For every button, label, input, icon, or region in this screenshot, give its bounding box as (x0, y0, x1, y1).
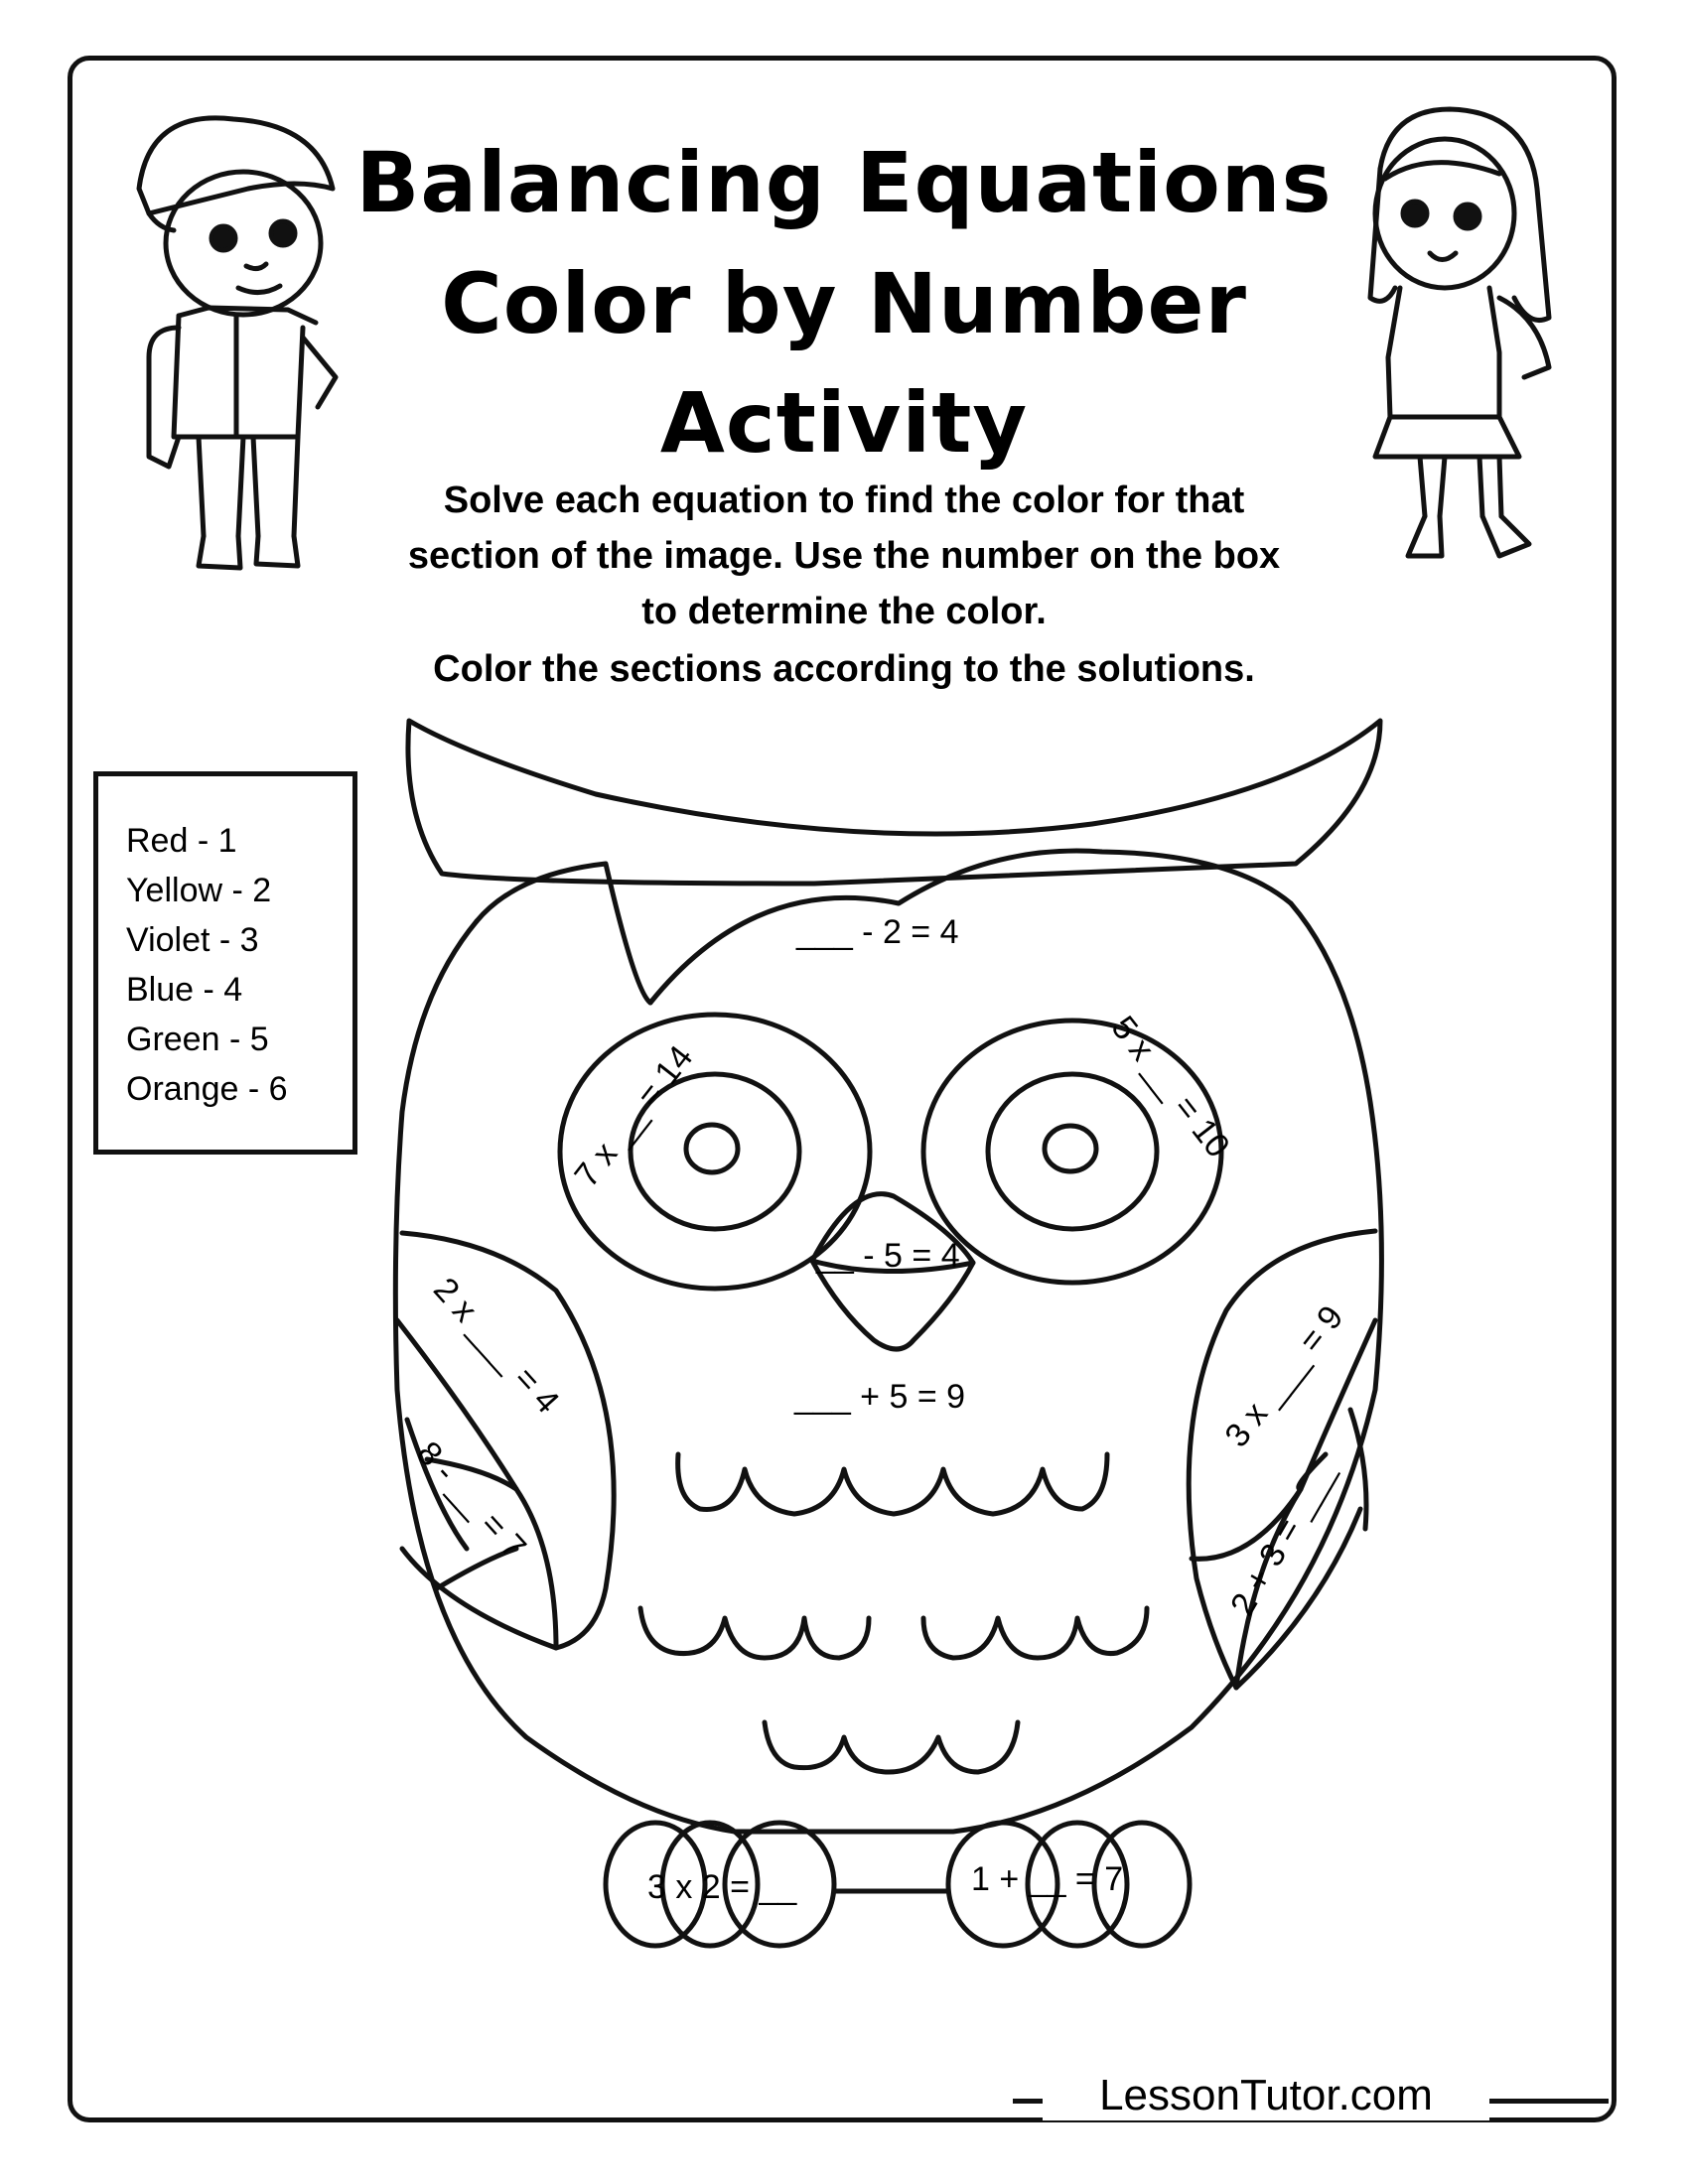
color-key-item: Red - 1 (126, 822, 237, 860)
footer-site: LessonTutor.com (1043, 2071, 1489, 2120)
title-line-1: Balancing Equations (355, 134, 1333, 231)
title-line-2: Color by Number (441, 255, 1247, 352)
equation-left-wing-bottom: 8 - __ = 7 (409, 1433, 534, 1567)
equation-left-wing-top: 2 x ___ = 4 (426, 1270, 567, 1422)
equation-left-eye: 7 x __ = 14 (567, 1038, 701, 1194)
equation-left-foot: 3 x 2 = __ (647, 1868, 797, 1906)
instructions-line-4: Color the sections according to the solutions. (433, 648, 1255, 690)
girl-illustration (1370, 109, 1549, 556)
instructions-line-3: to determine the color. (641, 591, 1047, 632)
owl-equations (409, 913, 1350, 1906)
equation-right-eye: 5 x __ = 10 (1103, 1009, 1237, 1165)
color-key-item: Yellow - 2 (126, 872, 272, 909)
color-key-item: Blue - 4 (126, 971, 243, 1009)
color-key-box (93, 771, 357, 1155)
equation-beak: __ - 5 = 4 (816, 1237, 960, 1275)
equation-right-wing-top: 3 x ___ = 9 (1217, 1298, 1351, 1454)
equation-right-wing-bottom: 2 + 3 = ___ (1223, 1455, 1341, 1622)
instructions-line-2: section of the image. Use the number on the box (407, 535, 1281, 577)
boy-illustration (139, 118, 336, 568)
title-line-3: Activity (659, 374, 1029, 472)
instructions-line-1: Solve each equation to find the color for that (443, 479, 1245, 521)
color-key-item: Green - 5 (126, 1021, 269, 1058)
owl-outline (395, 721, 1381, 1946)
equation-head: ___ - 2 = 4 (796, 913, 959, 951)
color-key-item: Violet - 3 (126, 921, 259, 959)
equation-right-foot: 1 + __ = 7 (971, 1860, 1124, 1898)
equation-body: ___ + 5 = 9 (794, 1378, 966, 1416)
color-key-item: Orange - 6 (126, 1070, 288, 1108)
